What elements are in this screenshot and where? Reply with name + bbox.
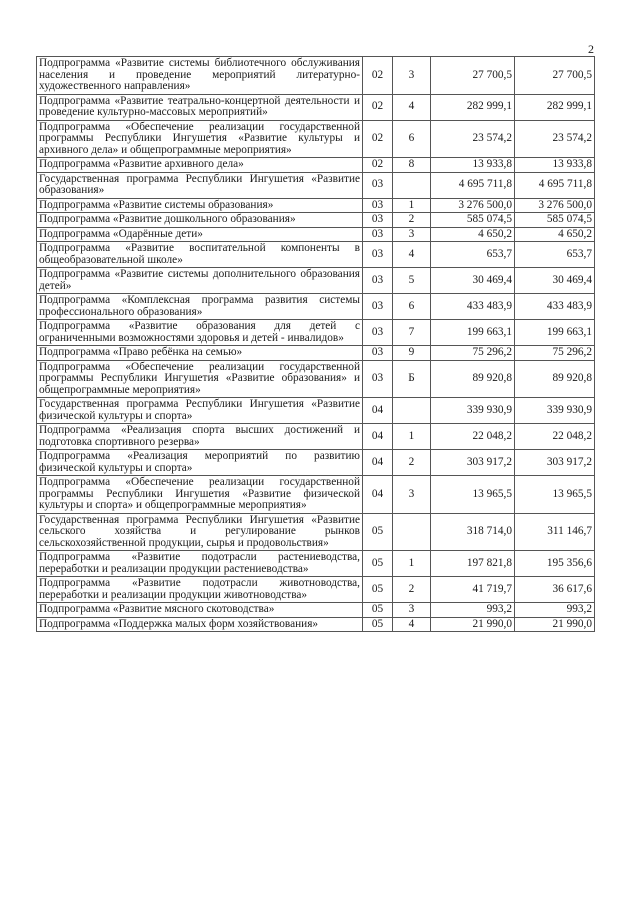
amount-column-2-cell: 993,2 — [515, 603, 595, 618]
subprogram-code-cell: 1 — [393, 551, 431, 577]
program-name-cell: Подпрограмма «Развитие системы библиотечного обслуживания населения и проведение мероприятий литературно-художественного направления» — [37, 57, 363, 95]
subprogram-code-cell: 3 — [393, 57, 431, 95]
amount-column-1-cell: 89 920,8 — [431, 360, 515, 398]
amount-column-2-cell: 433 483,9 — [515, 294, 595, 320]
table-row — [37, 213, 595, 228]
subprogram-code-cell: 6 — [393, 294, 431, 320]
program-name-cell: Подпрограмма «Обеспечение реализации государственной программы Республики Ингушетия «Развитие культуры и архивного дела» и общепрограммные мероприятия» — [37, 120, 363, 158]
program-code-cell: 03 — [363, 242, 393, 268]
program-name-cell: Подпрограмма «Право ребёнка на семью» — [37, 346, 363, 361]
table-row — [37, 242, 595, 268]
amount-column-2-cell: 75 296,2 — [515, 346, 595, 361]
table-row — [37, 198, 595, 213]
program-code-cell: 04 — [363, 424, 393, 450]
amount-column-2-cell: 195 356,6 — [515, 551, 595, 577]
program-name-cell: Подпрограмма «Развитие мясного скотоводства» — [37, 603, 363, 618]
program-code-cell: 02 — [363, 120, 393, 158]
table-row — [37, 398, 595, 424]
subprogram-code-cell: 7 — [393, 320, 431, 346]
program-name-cell: Подпрограмма «Развитие подотрасли животноводства, переработки и реализации продукции животноводства» — [37, 577, 363, 603]
amount-column-1-cell: 318 714,0 — [431, 513, 515, 551]
table-row — [37, 320, 595, 346]
table-row — [37, 346, 595, 361]
table-row — [37, 551, 595, 577]
amount-column-2-cell: 3 276 500,0 — [515, 198, 595, 213]
amount-column-1-cell: 27 700,5 — [431, 57, 515, 95]
subprogram-code-cell: 8 — [393, 158, 431, 173]
amount-column-2-cell: 339 930,9 — [515, 398, 595, 424]
program-code-cell: 03 — [363, 346, 393, 361]
table-row — [37, 360, 595, 398]
program-code-cell: 03 — [363, 213, 393, 228]
amount-column-1-cell: 585 074,5 — [431, 213, 515, 228]
amount-column-2-cell: 30 469,4 — [515, 268, 595, 294]
amount-column-2-cell: 199 663,1 — [515, 320, 595, 346]
subprogram-code-cell: 4 — [393, 242, 431, 268]
table-row — [37, 57, 595, 95]
amount-column-1-cell: 993,2 — [431, 603, 515, 618]
program-name-cell: Подпрограмма «Одарённые дети» — [37, 227, 363, 242]
table-row — [37, 120, 595, 158]
amount-column-2-cell: 303 917,2 — [515, 450, 595, 476]
amount-column-1-cell: 3 276 500,0 — [431, 198, 515, 213]
amount-column-1-cell: 75 296,2 — [431, 346, 515, 361]
amount-column-2-cell: 13 965,5 — [515, 476, 595, 514]
amount-column-1-cell: 197 821,8 — [431, 551, 515, 577]
amount-column-1-cell: 23 574,2 — [431, 120, 515, 158]
table-row — [37, 513, 595, 551]
program-name-cell: Подпрограмма «Обеспечение реализации государственной программы Республики Ингушетия «Развитие физической культуры и спорта» и общепрограммные мероприятия» — [37, 476, 363, 514]
amount-column-1-cell: 41 719,7 — [431, 577, 515, 603]
amount-column-1-cell: 13 965,5 — [431, 476, 515, 514]
subprogram-code-cell: 2 — [393, 450, 431, 476]
page-number: 2 — [588, 42, 594, 56]
subprogram-code-cell: 5 — [393, 268, 431, 294]
program-code-cell: 03 — [363, 320, 393, 346]
amount-column-1-cell: 13 933,8 — [431, 158, 515, 173]
subprogram-code-cell: Б — [393, 360, 431, 398]
table-row — [37, 172, 595, 198]
amount-column-2-cell: 22 048,2 — [515, 424, 595, 450]
amount-column-2-cell: 282 999,1 — [515, 94, 595, 120]
amount-column-2-cell: 23 574,2 — [515, 120, 595, 158]
program-name-cell: Подпрограмма «Развитие дошкольного образования» — [37, 213, 363, 228]
program-code-cell: 04 — [363, 476, 393, 514]
program-code-cell: 02 — [363, 158, 393, 173]
program-name-cell: Государственная программа Республики Ингушетия «Развитие образования» — [37, 172, 363, 198]
amount-column-2-cell: 311 146,7 — [515, 513, 595, 551]
subprogram-code-cell: 4 — [393, 617, 431, 632]
table-row — [37, 450, 595, 476]
subprogram-code-cell: 1 — [393, 424, 431, 450]
table-row — [37, 603, 595, 618]
amount-column-2-cell: 653,7 — [515, 242, 595, 268]
program-name-cell: Подпрограмма «Развитие театрально-концертной деятельности и проведение культурно-массовых мероприятий» — [37, 94, 363, 120]
table-row — [37, 227, 595, 242]
subprogram-code-cell: 4 — [393, 94, 431, 120]
subprogram-code-cell: 2 — [393, 213, 431, 228]
table-row — [37, 294, 595, 320]
table-row — [37, 577, 595, 603]
subprogram-code-cell — [393, 398, 431, 424]
program-code-cell: 02 — [363, 57, 393, 95]
program-name-cell: Подпрограмма «Развитие архивного дела» — [37, 158, 363, 173]
amount-column-1-cell: 303 917,2 — [431, 450, 515, 476]
amount-column-1-cell: 4 650,2 — [431, 227, 515, 242]
amount-column-2-cell: 4 695 711,8 — [515, 172, 595, 198]
amount-column-2-cell: 4 650,2 — [515, 227, 595, 242]
program-name-cell: Государственная программа Республики Ингушетия «Развитие сельского хозяйства и регулирование рынков сельскохозяйственной продукции, сырья и продовольствия» — [37, 513, 363, 551]
amount-column-1-cell: 653,7 — [431, 242, 515, 268]
program-code-cell: 05 — [363, 513, 393, 551]
amount-column-2-cell: 13 933,8 — [515, 158, 595, 173]
subprogram-code-cell — [393, 172, 431, 198]
subprogram-code-cell: 1 — [393, 198, 431, 213]
amount-column-1-cell: 22 048,2 — [431, 424, 515, 450]
program-name-cell: Подпрограмма «Развитие системы образования» — [37, 198, 363, 213]
program-code-cell: 05 — [363, 577, 393, 603]
subprogram-code-cell: 6 — [393, 120, 431, 158]
program-code-cell: 05 — [363, 551, 393, 577]
subprogram-code-cell: 3 — [393, 227, 431, 242]
table-row — [37, 476, 595, 514]
program-code-cell: 03 — [363, 268, 393, 294]
program-name-cell: Подпрограмма «Реализация спорта высших достижений и подготовка спортивного резерва» — [37, 424, 363, 450]
budget-table-body — [37, 57, 595, 632]
table-row — [37, 617, 595, 632]
program-code-cell: 03 — [363, 294, 393, 320]
program-name-cell: Подпрограмма «Обеспечение реализации государственной программы Республики Ингушетия «Развитие образования» и общепрограммные мероприятия» — [37, 360, 363, 398]
amount-column-1-cell: 339 930,9 — [431, 398, 515, 424]
amount-column-2-cell: 585 074,5 — [515, 213, 595, 228]
amount-column-1-cell: 282 999,1 — [431, 94, 515, 120]
program-name-cell: Государственная программа Республики Ингушетия «Развитие физической культуры и спорта» — [37, 398, 363, 424]
subprogram-code-cell: 9 — [393, 346, 431, 361]
table-row — [37, 158, 595, 173]
amount-column-2-cell: 21 990,0 — [515, 617, 595, 632]
amount-column-2-cell: 27 700,5 — [515, 57, 595, 95]
subprogram-code-cell: 2 — [393, 577, 431, 603]
program-code-cell: 05 — [363, 603, 393, 618]
program-name-cell: Подпрограмма «Поддержка малых форм хозяйствования» — [37, 617, 363, 632]
subprogram-code-cell — [393, 513, 431, 551]
program-name-cell: Подпрограмма «Комплексная программа развития системы профессионального образования» — [37, 294, 363, 320]
amount-column-2-cell: 89 920,8 — [515, 360, 595, 398]
budget-table — [36, 56, 595, 632]
program-code-cell: 04 — [363, 398, 393, 424]
program-name-cell: Подпрограмма «Развитие образования для детей с ограниченными возможностями здоровья и детей - инвалидов» — [37, 320, 363, 346]
amount-column-1-cell: 21 990,0 — [431, 617, 515, 632]
amount-column-1-cell: 433 483,9 — [431, 294, 515, 320]
amount-column-2-cell: 36 617,6 — [515, 577, 595, 603]
amount-column-1-cell: 30 469,4 — [431, 268, 515, 294]
amount-column-1-cell: 4 695 711,8 — [431, 172, 515, 198]
program-name-cell: Подпрограмма «Реализация мероприятий по развитию физической культуры и спорта» — [37, 450, 363, 476]
program-code-cell: 04 — [363, 450, 393, 476]
subprogram-code-cell: 3 — [393, 476, 431, 514]
program-name-cell: Подпрограмма «Развитие системы дополнительного образования детей» — [37, 268, 363, 294]
program-code-cell: 03 — [363, 227, 393, 242]
program-code-cell: 03 — [363, 360, 393, 398]
table-row — [37, 424, 595, 450]
table-row — [37, 94, 595, 120]
program-code-cell: 02 — [363, 94, 393, 120]
program-code-cell: 03 — [363, 198, 393, 213]
amount-column-1-cell: 199 663,1 — [431, 320, 515, 346]
program-code-cell: 05 — [363, 617, 393, 632]
subprogram-code-cell: 3 — [393, 603, 431, 618]
program-name-cell: Подпрограмма «Развитие подотрасли растениеводства, переработки и реализации продукции растениеводства» — [37, 551, 363, 577]
table-row — [37, 268, 595, 294]
program-name-cell: Подпрограмма «Развитие воспитательной компоненты в общеобразовательной школе» — [37, 242, 363, 268]
program-code-cell: 03 — [363, 172, 393, 198]
